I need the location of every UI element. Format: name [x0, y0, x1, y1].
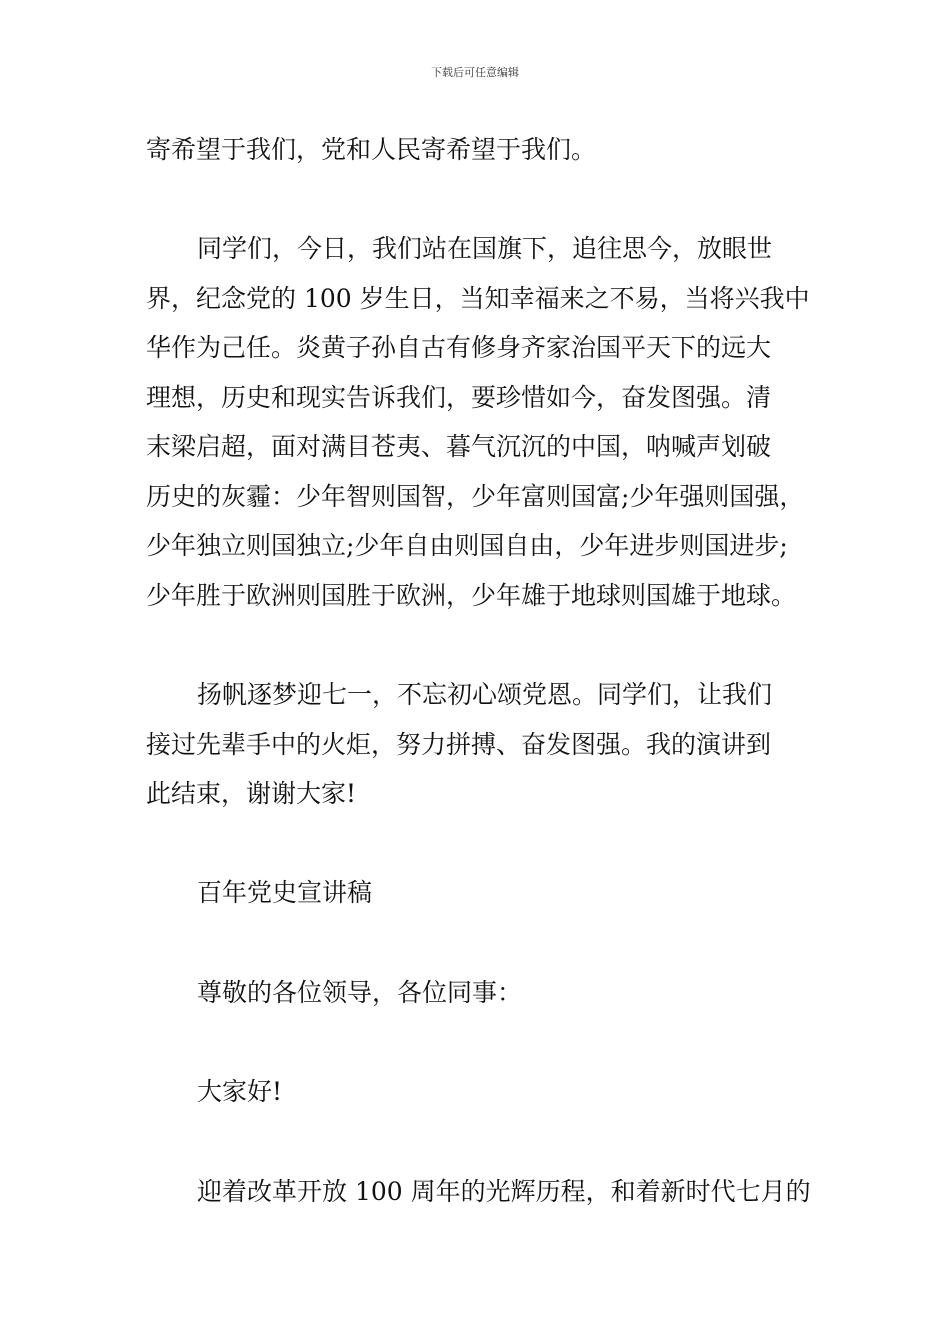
paragraph-line: 界，纪念党的 100 岁生日，当知幸福来之不易，当将兴我中	[146, 284, 810, 313]
paragraph-line: 接过先辈手中的火炬，努力拼搏、奋发图强。我的演讲到	[146, 730, 772, 759]
paragraph-line: 此结束，谢谢大家!	[146, 779, 357, 808]
salutation: 尊敬的各位领导，各位同事：	[197, 978, 523, 1007]
paragraph-line: 同学们，今日，我们站在国旗下，追往思今，放眼世	[197, 234, 773, 263]
speech-title: 百年党史宣讲稿	[197, 878, 373, 907]
paragraph-line: 少年独立则国独立;少年自由则国自由，少年进步则国进步;	[146, 531, 788, 560]
paragraph-line: 迎着改革开放 100 周年的光辉历程，和着新时代七月的	[197, 1177, 811, 1206]
paragraph-line: 华作为己任。炎黄子孙自古有修身齐家治国平天下的远大	[146, 333, 772, 362]
greeting: 大家好!	[197, 1077, 283, 1106]
paragraph-line: 理想，历史和现实告诉我们，要珍惜如今，奋发图强。清	[146, 383, 772, 412]
paragraph-line: 历史的灰霾：少年智则国智，少年富则国富;少年强则国强，	[146, 482, 805, 511]
paragraph-line: 扬帆逐梦迎七一，不忘初心颂党恩。同学们，让我们	[197, 680, 773, 709]
paragraph-line: 少年胜于欧洲则国胜于欧洲，少年雄于地球则国雄于地球。	[146, 581, 797, 610]
page-header: 下载后可任意编辑	[431, 66, 519, 79]
paragraph-line: 末梁启超，面对满目苍夷、暮气沉沉的中国，呐喊声划破	[146, 432, 772, 461]
paragraph-line: 寄希望于我们，党和人民寄希望于我们。	[146, 135, 597, 164]
